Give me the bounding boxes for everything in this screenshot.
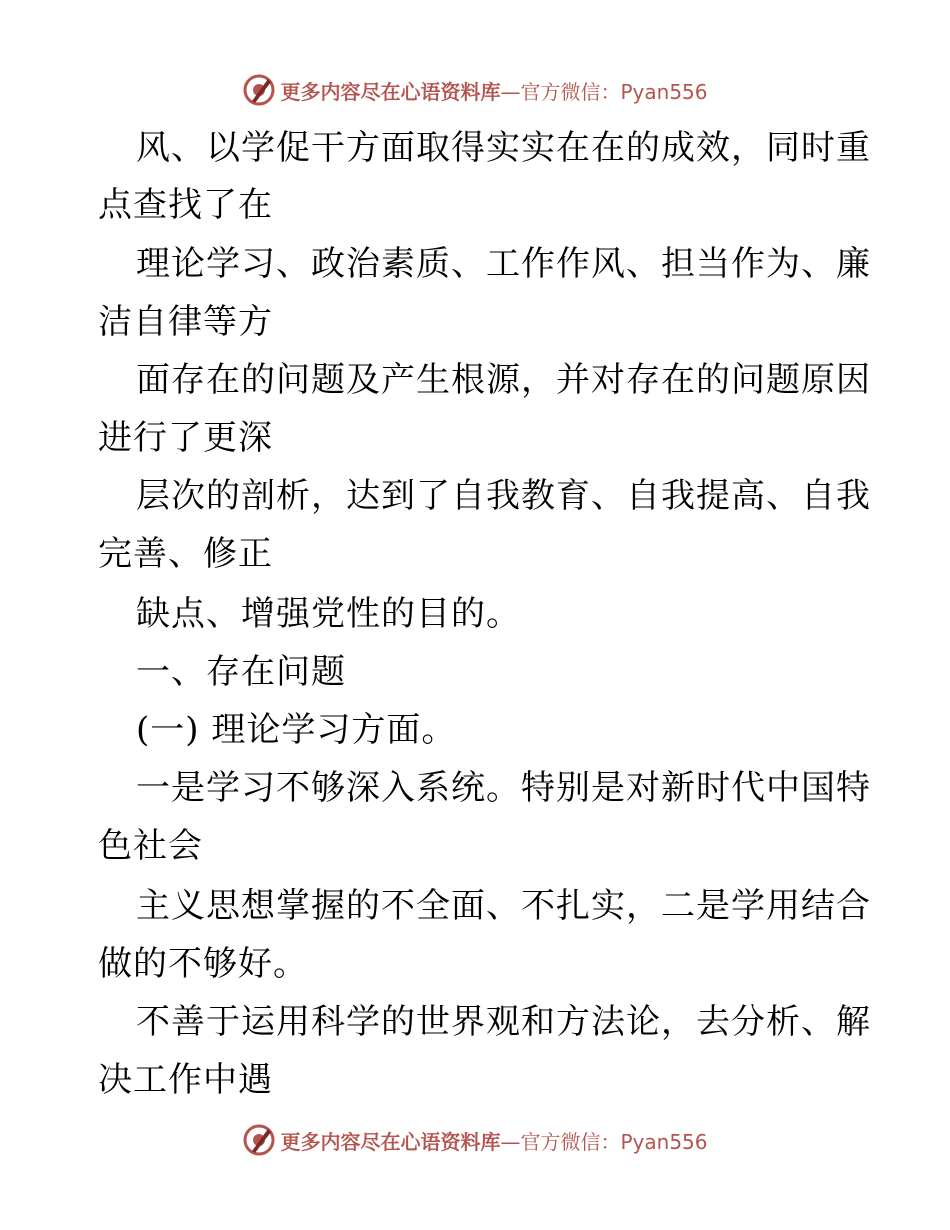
body-line: 一是学习不够深入系统。特别是对新时代中国特 — [136, 768, 871, 808]
body-line: 色社会 — [98, 826, 203, 866]
banner-main-text: 更多内容尽在心语资料库 — [280, 1129, 501, 1154]
body-line: 洁自律等方 — [98, 302, 273, 342]
subsection-heading: (一) 理论学习方面。 — [136, 710, 457, 750]
body-line: 理论学习、政治素质、工作作风、担当作为、廉 — [136, 244, 871, 284]
body-line: 不善于运用科学的世界观和方法论，去分析、解 — [136, 1002, 871, 1042]
banner-separator: — — [500, 1129, 521, 1154]
banner-main-text: 更多内容尽在心语资料库 — [280, 79, 501, 104]
body-line: 层次的剖析，达到了自我教育、自我提高、自我 — [136, 476, 871, 516]
body-line: 点查找了在 — [98, 185, 273, 225]
banner-separator: — — [500, 79, 521, 104]
body-line: 进行了更深 — [98, 418, 273, 458]
body-line: 决工作中遇 — [98, 1060, 273, 1100]
body-line: 缺点、增强党性的目的。 — [136, 594, 521, 634]
body-line: 面存在的问题及产生根源，并对存在的问题原因 — [136, 360, 871, 400]
body-line: 完善、修正 — [98, 534, 273, 574]
section-heading: 一、存在问题 — [136, 652, 346, 692]
banner-wechat-id: Pyan556 — [620, 79, 708, 104]
banner-wechat-label: 官方微信： — [520, 1129, 621, 1154]
body-line: 风、以学促干方面取得实实在在的成效，同时重 — [136, 128, 871, 168]
pen-logo-icon — [242, 73, 276, 107]
body-line: 主义思想掌握的不全面、不扎实，二是学用结合 — [136, 886, 871, 926]
body-line: 做的不够好。 — [98, 944, 308, 984]
banner-wechat-id: Pyan556 — [620, 1129, 708, 1154]
pen-logo-icon — [242, 1123, 276, 1157]
header-watermark-banner — [0, 70, 950, 110]
footer-watermark-banner — [0, 1120, 950, 1160]
banner-wechat-label: 官方微信： — [520, 79, 621, 104]
